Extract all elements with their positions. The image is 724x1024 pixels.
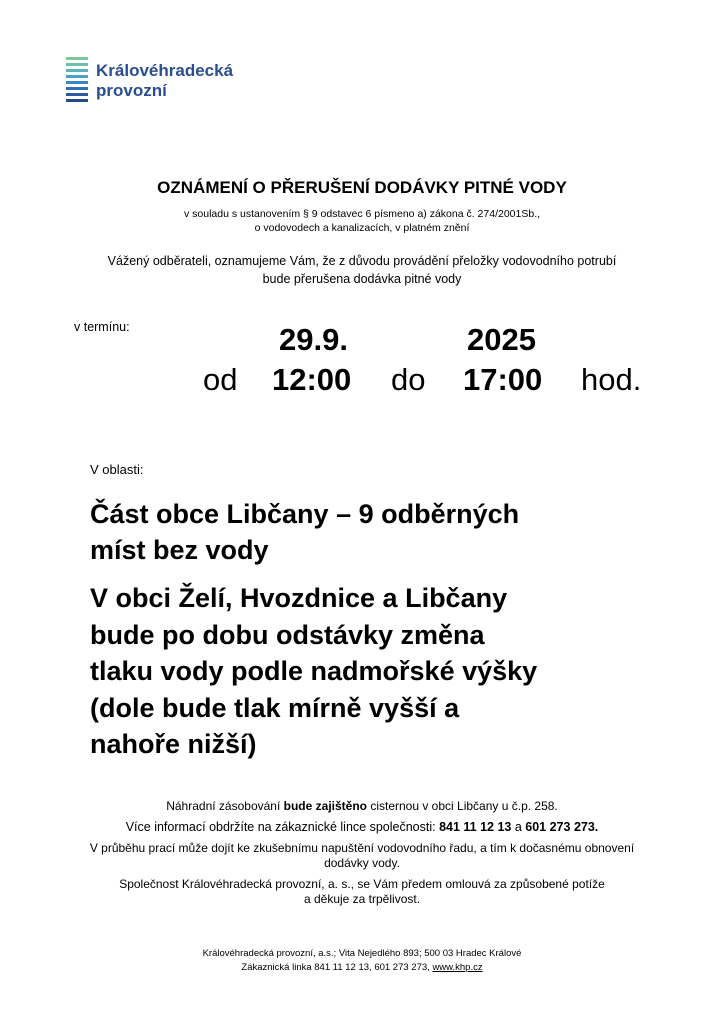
outage-date: 29.9.: [279, 322, 348, 357]
end-time: 17:00: [463, 362, 543, 397]
area-line: Část obce Libčany – 9 odběrných: [90, 499, 520, 529]
hours-unit: hod.: [581, 362, 642, 397]
phone-number-1: 841 11 12 13: [439, 820, 512, 834]
contact-note: Více informací obdržíte na zákaznické lince společnosti: 841 11 12 13 a 601 273 273.: [125, 820, 599, 834]
logo-wordmark: [96, 61, 233, 101]
logo-stripe: [66, 93, 88, 96]
area-line: bude po dobu odstávky změna: [90, 619, 485, 650]
apology-line-2: a děkuje za trpělivost.: [303, 892, 421, 906]
area-line: nahoře nižší): [90, 729, 257, 759]
law-reference-line-1: v souladu s ustanovením § 9 odstavec 6 písmeno a) zákona č. 274/2001Sb.,: [183, 208, 541, 220]
area-label: V oblasti:: [90, 462, 144, 477]
logo-stripe: [66, 99, 88, 102]
area-line: míst bez vody: [90, 535, 269, 565]
warning-line-2: dodávky vody.: [324, 856, 400, 870]
notice-title: OZNÁMENÍ O PŘERUŠENÍ DODÁVKY PITNÉ VODY: [157, 178, 567, 197]
to-word: do: [391, 362, 426, 397]
logo-stripe: [66, 81, 88, 84]
phone-number-2: 601 273 273.: [525, 820, 599, 834]
area-line: (dole bude tlak mírně vyšší a: [90, 692, 460, 723]
intro-line-1: Vážený odběrateli, oznamujeme Vám, že z důvodu provádění přeložky vodovodního potrubí: [107, 254, 617, 268]
logo-stripe: [66, 57, 88, 60]
company-logo: [66, 57, 236, 117]
apology-line-1: Společnost Královéhradecká provozní, a. s., se Vám předem omlouvá za způsobené potíže: [119, 877, 605, 891]
term-label: v termínu:: [74, 320, 130, 334]
affected-area-block-2: [90, 580, 537, 763]
outage-year: 2025: [467, 322, 536, 357]
footer-contact: Zákaznická linka 841 11 12 13, 601 273 273, www.khp.cz: [241, 962, 483, 973]
logo-line-1: Královéhradecká: [96, 61, 234, 80]
law-reference-line-2: o vodovodech a kanalizacích, v platném znění: [254, 222, 470, 234]
intro-line-2: bude přerušena dodávka pitné vody: [262, 272, 462, 286]
logo-stripe: [66, 75, 88, 78]
start-time: 12:00: [272, 362, 352, 397]
replacement-supply-note: Náhradní zásobování bude zajištěno cisternou v obci Libčany u č.p. 258.: [166, 799, 558, 813]
logo-line-2: provozní: [96, 81, 167, 100]
website-link[interactable]: www.khp.cz: [432, 962, 483, 973]
affected-area-block-1: [90, 496, 519, 568]
logo-stripe: [66, 87, 88, 90]
area-line: V obci Želí, Hvozdnice a Libčany: [90, 583, 508, 613]
footer-address: Královéhradecká provozní, a.s.; Vita Nejedlého 893; 500 03 Hradec Králové: [202, 948, 522, 959]
from-word: od: [203, 362, 238, 397]
area-line: tlaku vody podle nadmořské výšky: [90, 656, 538, 686]
logo-bars-icon: [66, 57, 88, 105]
logo-stripe: [66, 63, 88, 66]
warning-line-1: V průběhu prací může dojít ke zkušebnímu napuštění vodovodního řadu, a tím k dočasnému obnovení: [89, 841, 635, 855]
logo-stripe: [66, 69, 88, 72]
